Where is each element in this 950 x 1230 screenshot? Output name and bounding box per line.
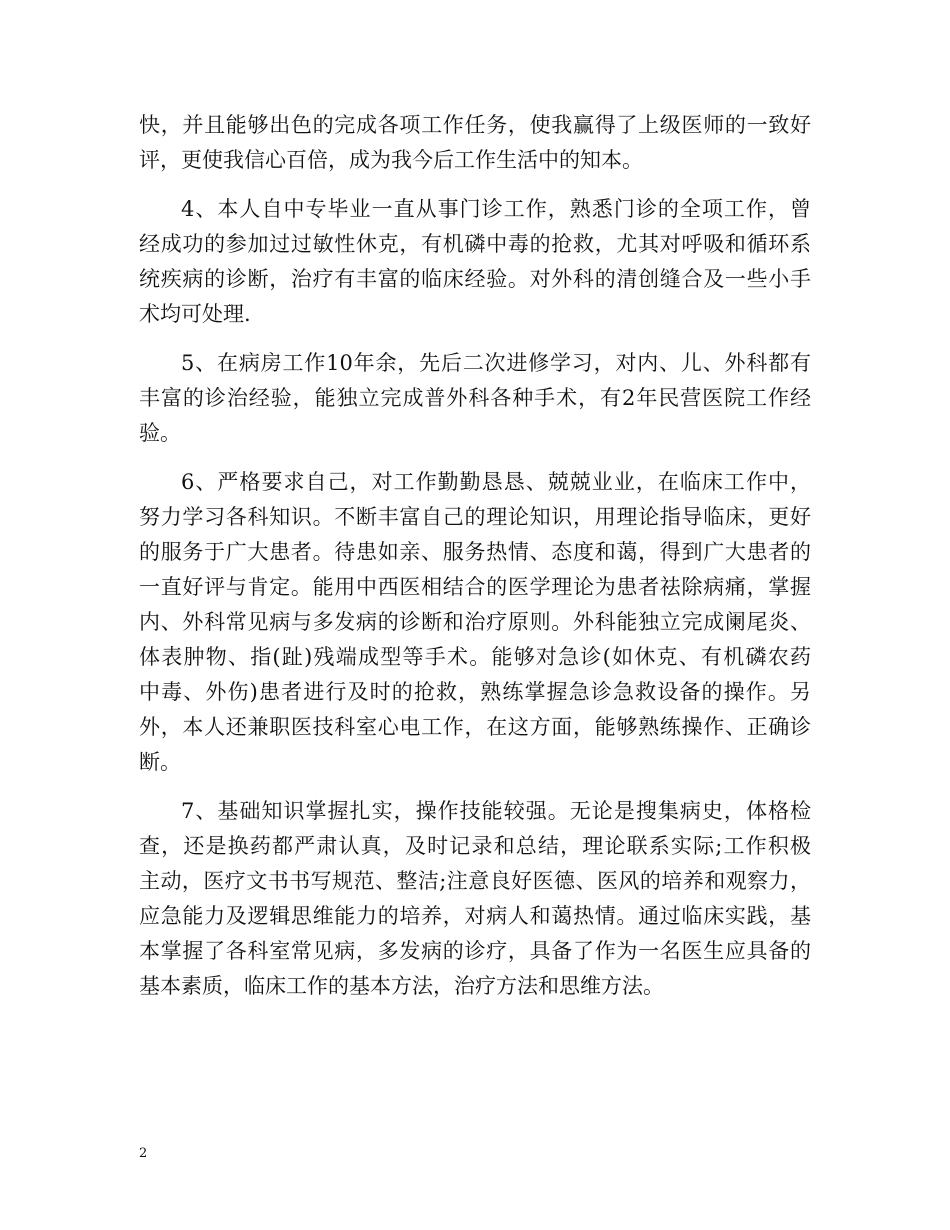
document-body xyxy=(139,108,811,1004)
text-line: 快，并且能够出色的完成各项工作任务，使我赢得了上级医师的一致好 xyxy=(139,113,811,137)
text-line: 查，还是换药都严肃认真，及时记录和总结，理论联系实际;工作积极 xyxy=(139,834,811,858)
text-line: 基本素质，临床工作的基本方法，治疗方法和思维方法。 xyxy=(139,974,664,998)
text-line: 断。 xyxy=(139,750,181,774)
text-line: 外，本人还兼职医技科室心电工作，在这方面，能够熟练操作、正确诊 xyxy=(139,715,811,739)
page-number: 2 xyxy=(139,1146,148,1161)
text-line: 中毒、外伤)患者进行及时的抢救，熟练掌握急诊急救设备的操作。另 xyxy=(139,680,811,704)
text-line: 应急能力及逻辑思维能力的培养，对病人和蔼热情。通过临床实践，基 xyxy=(139,904,811,928)
text-line: 丰富的诊治经验，能独立完成普外科各种手术，有2年民营医院工作经 xyxy=(139,386,811,410)
text-line: 的服务于广大患者。待患如亲、服务热情、态度和蔼，得到广大患者的 xyxy=(139,540,811,564)
text-line: 验。 xyxy=(139,421,181,445)
text-line: 评，更使我信心百倍，成为我今后工作生活中的知本。 xyxy=(139,148,643,172)
paragraph-item-6 xyxy=(139,465,811,780)
text-line: 一直好评与肯定。能用中西医相结合的医学理论为患者祛除病痛，掌握 xyxy=(139,575,811,599)
paragraph-item-4 xyxy=(139,192,811,332)
text-line: 7、基础知识掌握扎实，操作技能较强。无论是搜集病史，体格检 xyxy=(181,799,811,823)
text-line: 体表肿物、指(趾)残端成型等手术。能够对急诊(如休克、有机磷农药 xyxy=(139,645,811,669)
text-line: 术均可处理. xyxy=(139,302,251,326)
text-line: 统疾病的诊断，治疗有丰富的临床经验。对外科的清创缝合及一些小手 xyxy=(139,267,811,291)
paragraph-item-5 xyxy=(139,346,811,451)
text-line: 内、外科常见病与多发病的诊断和治疗原则。外科能独立完成阑尾炎、 xyxy=(139,610,811,634)
text-line: 努力学习各科知识。不断丰富自己的理论知识，用理论指导临床，更好 xyxy=(139,505,811,529)
text-line: 主动，医疗文书书写规范、整洁;注意良好医德、医风的培养和观察力， xyxy=(139,869,811,893)
paragraph-continuation xyxy=(139,108,811,178)
text-line: 6、严格要求自己，对工作勤勤恳恳、兢兢业业，在临床工作中， xyxy=(181,470,811,494)
text-line: 4、本人自中专毕业一直从事门诊工作，熟悉门诊的全项工作，曾 xyxy=(181,197,811,221)
text-line: 经成功的参加过过敏性休克，有机磷中毒的抢救，尤其对呼吸和循环系 xyxy=(139,232,811,256)
paragraph-item-7 xyxy=(139,794,811,1004)
text-line: 5、在病房工作10年余，先后二次进修学习，对内、儿、外科都有 xyxy=(181,351,811,375)
text-line: 本掌握了各科室常见病，多发病的诊疗，具备了作为一名医生应具备的 xyxy=(139,939,811,963)
